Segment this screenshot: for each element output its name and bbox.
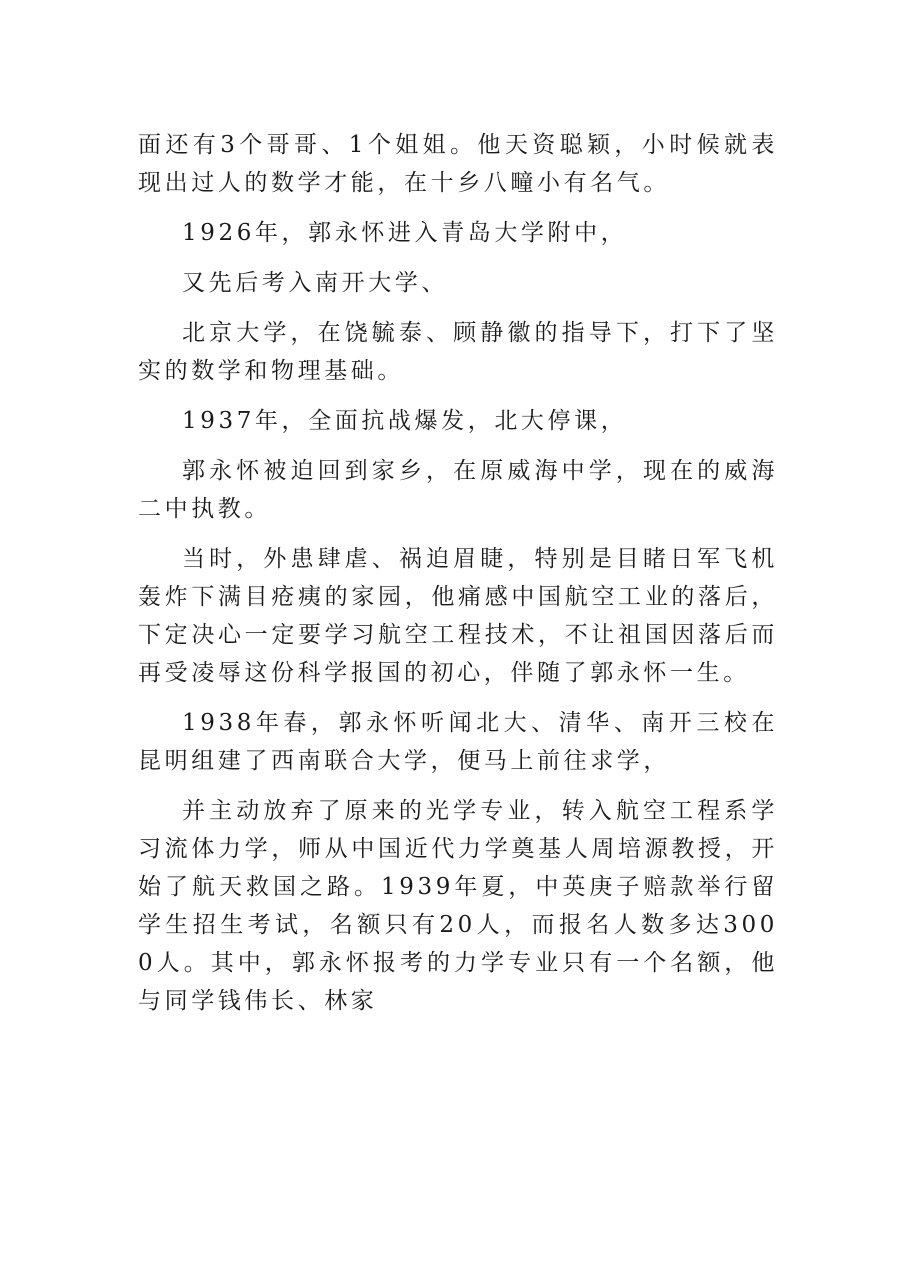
paragraph-3: 又先后考入南开大学、 [182, 270, 448, 296]
paragraph-6: 郭永怀被迫回到家乡，在原威海中学，现在的威海二中执教。 [138, 458, 778, 522]
document-body [138, 126, 778, 1032]
paragraph-8: 1938年春，郭永怀听闻北大、清华、南开三校在昆明组建了西南联合大学，便马上前往求学， [138, 710, 778, 774]
paragraph-2: 1926年，郭永怀进入青岛大学附中， [182, 220, 628, 246]
paragraph-9: 并主动放弃了原来的光学专业，转入航空工程系学习流体力学，师从中国近代力学奠基人周培源教授，开始了航天救国之路。1939年夏，中英庚子赔款举行留学生招生考试，名额只有20人，而报名人数多达3000人。其中，郭永怀报考的力学专业只有一个名额，他与同学钱伟长、林家 [138, 798, 778, 1014]
paragraph-4: 北京大学，在饶毓泰、顾静徽的指导下，打下了坚实的数学和物理基础。 [138, 320, 778, 384]
paragraph-1: 面还有3个哥哥、1个姐姐。他天资聪颖，小时候就表现出过人的数学才能，在十乡八疃小有名气。 [138, 132, 778, 196]
paragraph-5: 1937年，全面抗战爆发，北大停课， [182, 408, 628, 434]
paragraph-7: 当时，外患肆虐、祸迫眉睫，特别是目睹日军飞机轰炸下满目疮痍的家园，他痛感中国航空工业的落后，下定决心一定要学习航空工程技术，不让祖国因落后而再受凌辱这份科学报国的初心，伴随了郭永怀一生。 [138, 546, 778, 686]
